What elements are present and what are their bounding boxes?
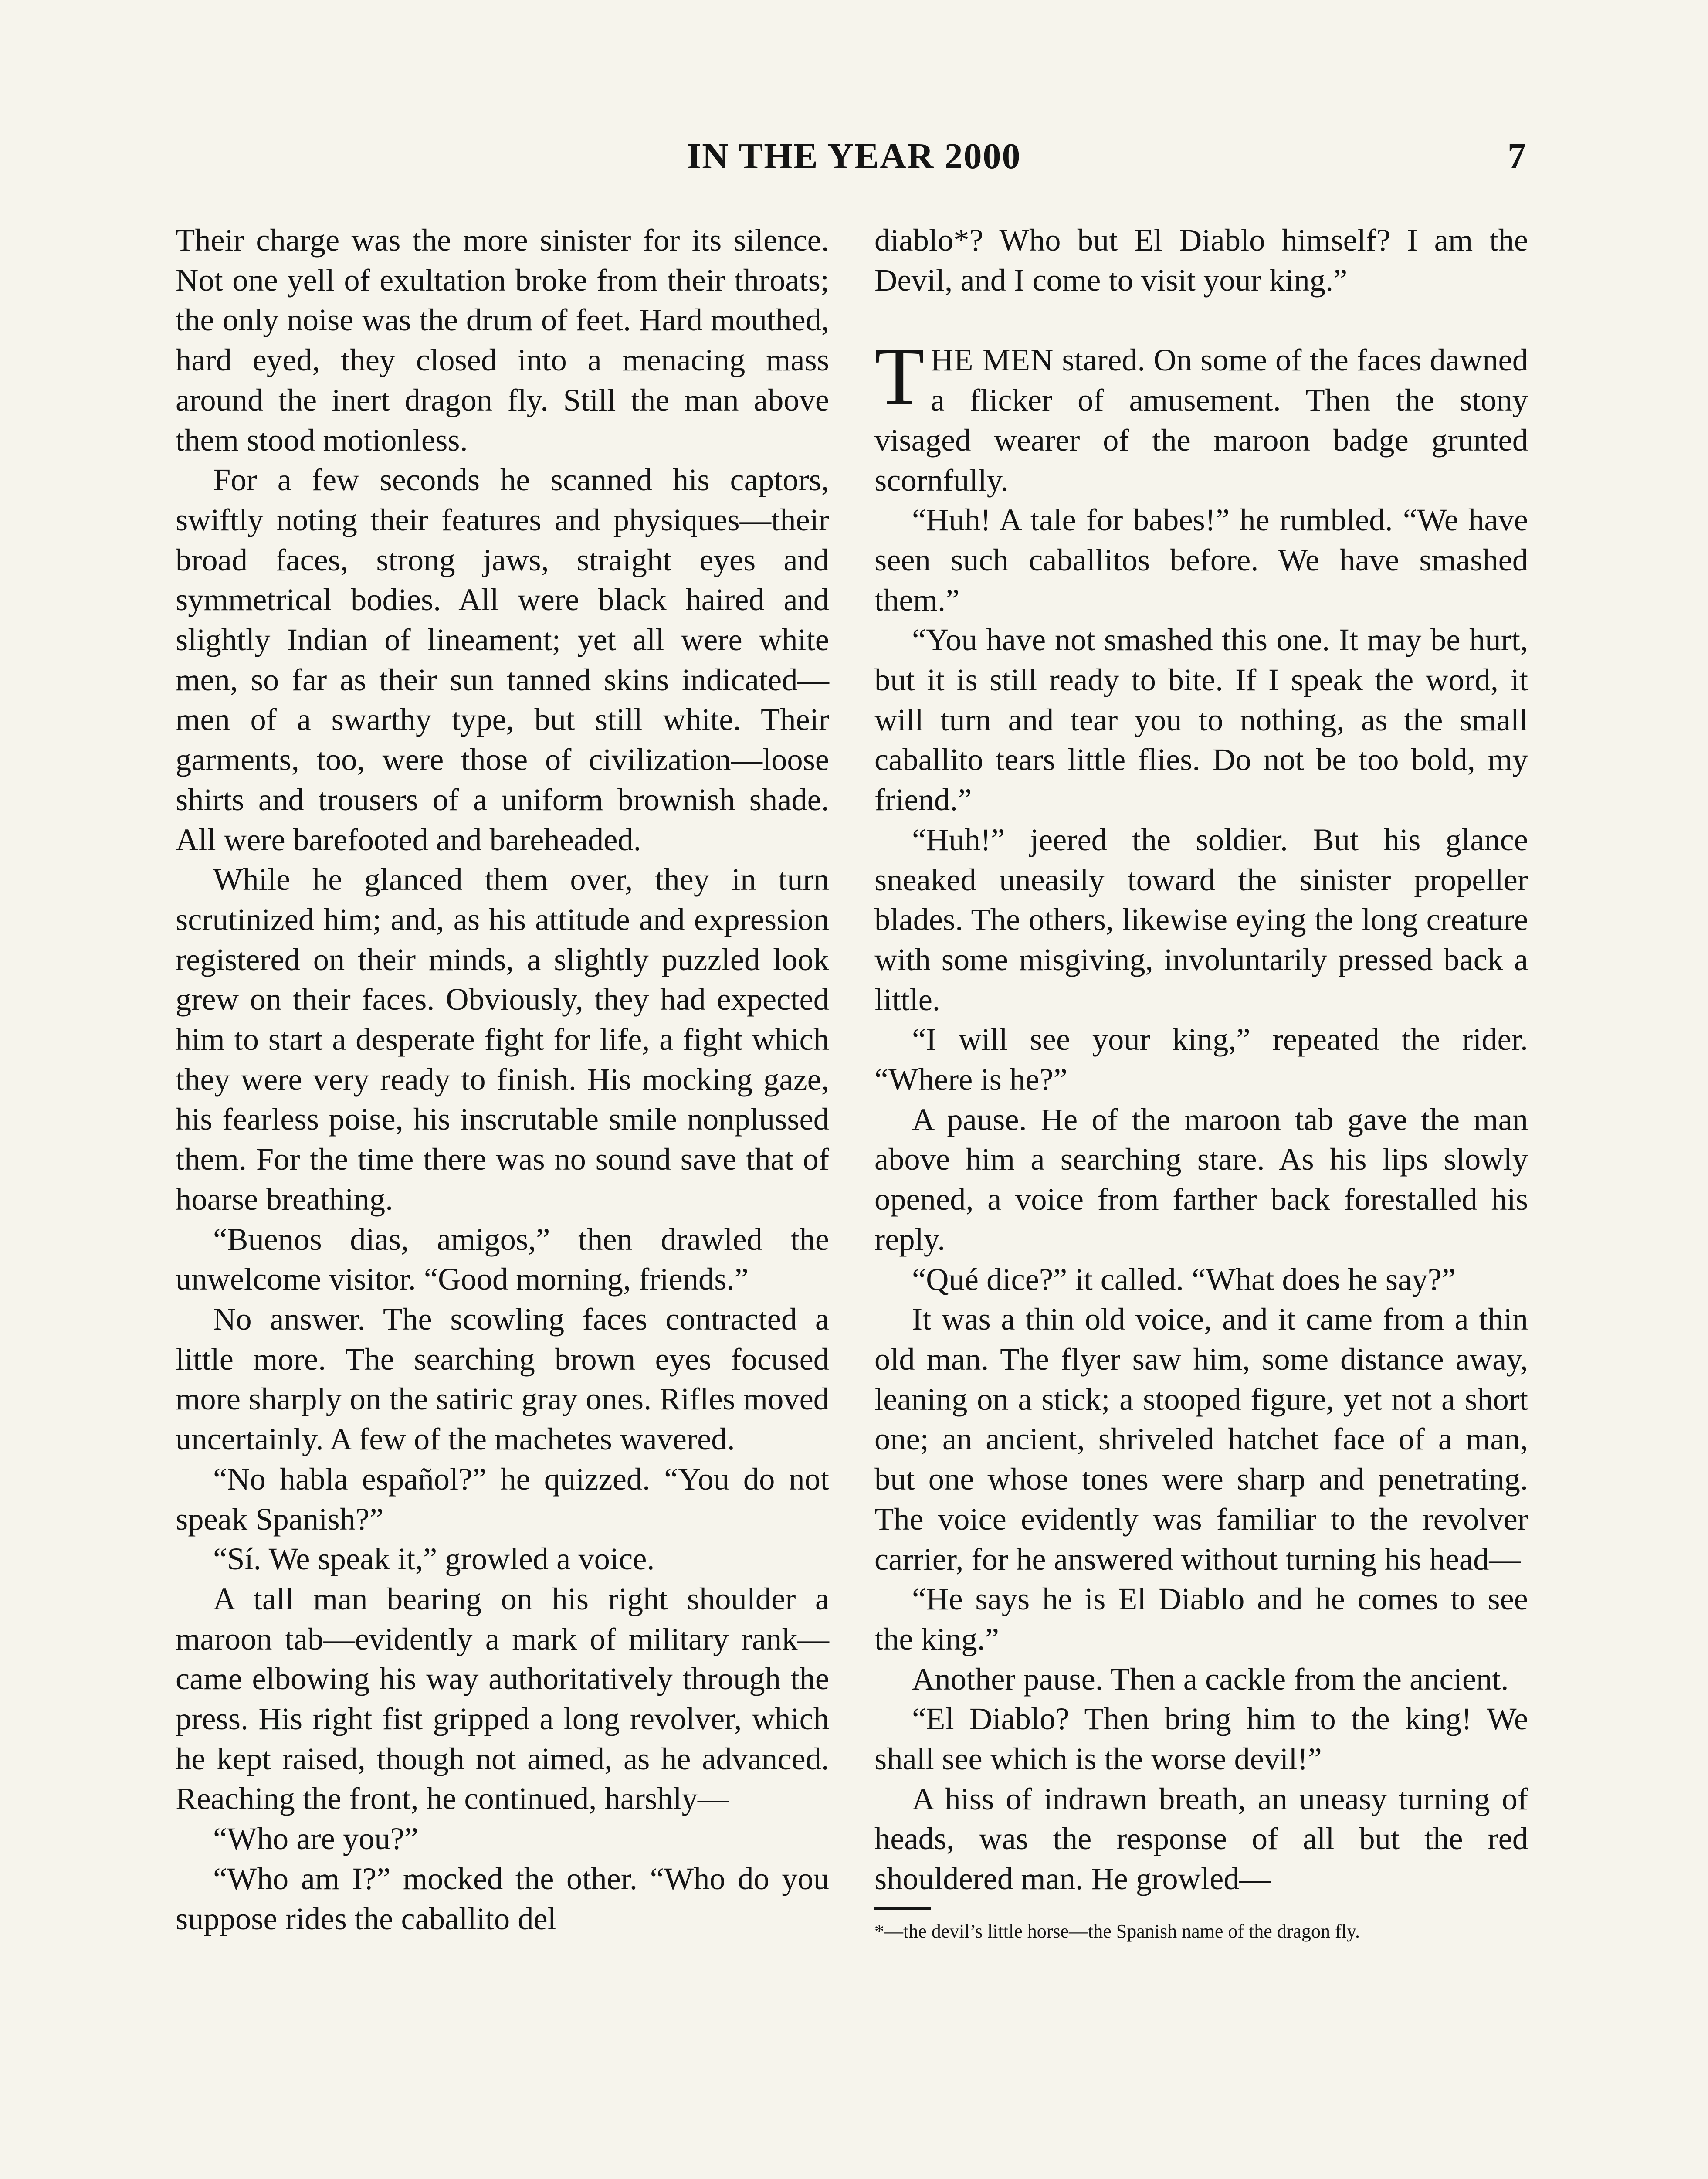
- footnote-rule: [874, 1907, 931, 1910]
- paragraph: “Who are you?”: [213, 1821, 418, 1857]
- left-column: [176, 220, 829, 1938]
- paragraph: “Sí. We speak it,” growled a voice.: [213, 1541, 655, 1577]
- paragraph: No answer. The scowling faces contracted a little more. The searching brown eyes focused more sharply on the satiric gray ones. Rifles moved uncertainly. A few of the machetes wavered.: [176, 1301, 829, 1457]
- paragraph: Another pause. Then a cackle from the ancient.: [912, 1661, 1509, 1697]
- page-header: [0, 135, 1708, 187]
- section-text: stared. On some of the faces dawned a flicker of amusement. Then the stony visaged wearer of the maroon badge grunted scornfully.: [874, 342, 1528, 498]
- paragraph: For a few seconds he scanned his captors, swiftly noting their features and physiques—their broad faces, strong jaws, straight eyes and symmetrical bodies. All were black haired and slightly Indian of lineament; yet all were white men, so far as their sun tanned skins indicated—men of a swarthy type, but still white. Their garments, too, were those of civilization—loose shirts and trousers of a uniform brownish shade. All were barefooted and bareheaded.: [176, 462, 829, 857]
- paragraph: “Huh!” jeered the soldier. But his glance sneaked uneasily toward the sinister propeller blades. The others, likewise eying the long creature with some misgiving, involuntarily pressed back a little.: [874, 821, 1528, 1017]
- right-column: [874, 220, 1528, 1943]
- paragraph: Their charge was the more sinister for its silence. Not one yell of exultation broke from their throats; the only noise was the drum of feet. Hard mouthed, hard eyed, they closed into a menacing mass around the inert dragon fly. Still the man above them stood motionless.: [176, 222, 829, 458]
- paragraph: A pause. He of the maroon tab gave the man above him a searching stare. As his lips slowly opened, a voice from farther back forestalled his reply.: [874, 1101, 1528, 1257]
- paragraph: It was a thin old voice, and it came from a thin old man. The flyer saw him, some distance away, leaning on a stick; a stooped figure, yet not a short one; an ancient, shriveled hatchet face of a man, but one whose tones were sharp and penetrating. The voice evidently was familiar to the revolver carrier, for he answered without turning his head—: [874, 1301, 1528, 1577]
- footnote: *—the devil’s little horse—the Spanish name of the dragon fly.: [874, 1920, 1360, 1942]
- paragraph: “No habla español?” he quizzed. “You do not speak Spanish?”: [176, 1461, 829, 1537]
- small-caps-lead: HE MEN: [930, 342, 1054, 378]
- paragraph: “Buenos dias, amigos,” then drawled the unwelcome visitor. “Good morning, friends.”: [176, 1221, 829, 1297]
- paragraph: “Who am I?” mocked the other. “Who do you suppose rides the caballito del: [176, 1860, 829, 1936]
- paragraph: “Qué dice?” it called. “What does he say?”: [912, 1261, 1456, 1297]
- paragraph: “Huh! A tale for babes!” he rumbled. “We have seen such caballitos before. We have smashed them.”: [874, 502, 1528, 618]
- running-title: IN THE YEAR 2000: [687, 136, 1021, 176]
- drop-cap: T: [874, 330, 925, 422]
- paragraph: “I will see your king,” repeated the rider. “Where is he?”: [874, 1022, 1528, 1097]
- page-number: 7: [1508, 136, 1526, 176]
- paragraph: While he glanced them over, they in turn scrutinized him; and, as his attitude and expression registered on their minds, a slightly puzzled look grew on their faces. Obviously, they had expected him to start a desperate fight for life, a fight which they were very ready to finish. His mocking gaze, his fearless poise, his inscrutable smile nonplussed them. For the time there was no sound save that of hoarse breathing.: [176, 862, 829, 1217]
- section-opening-paragraph: [874, 330, 1528, 500]
- paragraph: “You have not smashed this one. It may be hurt, but it is still ready to bite. If I speak the word, it will turn and tear you to nothing, as the small caballito tears little flies. Do not be too bold, my friend.”: [874, 622, 1528, 818]
- paragraph: A hiss of indrawn breath, an uneasy turning of heads, was the response of all but the red shouldered man. He growled—: [874, 1781, 1528, 1897]
- paragraph: A tall man bearing on his right shoulder a maroon tab—evidently a mark of military rank—came elbowing his way authoritatively through the press. His right fist gripped a long revolver, which he kept raised, though not aimed, as he advanced. Reaching the front, he continued, harshly—: [176, 1581, 829, 1816]
- paragraph-continuation: diablo*? Who but El Diablo himself? I am the Devil, and I come to visit your king.”: [874, 222, 1528, 298]
- paragraph: “He says he is El Diablo and he comes to see the king.”: [874, 1581, 1528, 1656]
- paragraph: “El Diablo? Then bring him to the king! We shall see which is the worse devil!”: [874, 1701, 1528, 1777]
